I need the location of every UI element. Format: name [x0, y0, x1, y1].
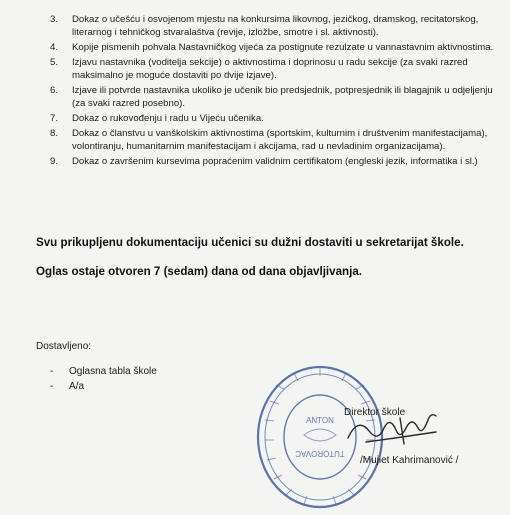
- director-signature: [340, 408, 450, 454]
- item-number: 3.: [50, 14, 59, 25]
- open-period-notice: Oglas ostaje otvoren 7 (sedam) dana od dana objavljivanja.: [36, 265, 363, 278]
- list-item: [50, 13, 500, 39]
- list-item: [50, 56, 500, 82]
- list-item: [50, 127, 500, 153]
- item-text: Kopije pismenih pohvala Nastavničkog vijeća za postignute rezulzate u vannastavnim aktivnostima.: [72, 42, 494, 53]
- item-number: 4.: [50, 42, 59, 53]
- delivered-label: Dostavljeno:: [36, 341, 92, 352]
- item-number: 9.: [50, 155, 59, 167]
- item-text: Izjavu nastavnika (voditelja sekcije) o aktivnostima i doprinosu u radu sekcije (za svaki razred maksimalno je moguće dostaviti po dvije izjave).: [72, 56, 468, 81]
- list-item: [50, 155, 500, 168]
- item-text: Dokaz o završenim kursevima popraćenim validnim certifikatom (engleski jezik, informatika i sl.): [72, 155, 478, 167]
- delivered-list: [50, 364, 157, 394]
- item-number: 5.: [50, 56, 59, 68]
- list-item: [50, 364, 157, 379]
- item-number: 8.: [50, 127, 59, 139]
- director-label: Direktor škole: [344, 407, 406, 418]
- list-dash: -: [50, 381, 54, 392]
- svg-text:ANTON: ANTON: [306, 416, 334, 425]
- item-text: Dokaz o članstvu u vanškolskim aktivnostima (sportskim, kulturnim i društvenim manifestacijama), volontiranju, humanitarnim manifestacijam i akcijama, rad u nevladinim organizacijama).: [72, 127, 488, 152]
- list-item: [50, 112, 500, 125]
- delivered-item-text: Oglasna tabla škole: [69, 366, 157, 377]
- item-number: 6.: [50, 84, 59, 96]
- item-text: Dokaz o rukovođenju i radu u Vijeću učenika.: [72, 112, 264, 124]
- requirements-list: [50, 13, 500, 169]
- svg-text:TUTOROVAC: TUTOROVAC: [295, 449, 345, 458]
- list-item: [50, 84, 500, 110]
- item-text: Izjave ili potvrde nastavnika ukoliko je učenik bio predsjednik, potpresjednik ili blagajnik u odjeljenju (za svaki razred posebno).: [72, 84, 493, 109]
- list-dash: -: [50, 366, 54, 377]
- item-text: Dokaz o učešću i osvojenom mjestu na konkursima likovnog, jezičkog, dramskog, recitatorskog, literarnog i tehničkog stvaralaštva (revije, izložbe, smotre i sl. aktivnosti).: [72, 14, 479, 39]
- list-item: [50, 41, 500, 54]
- item-number: 7.: [50, 112, 59, 124]
- list-item: [50, 379, 157, 394]
- delivered-item-text: A/a: [69, 381, 85, 392]
- director-name: /Mujiet Kahrimanović /: [360, 455, 459, 466]
- submission-notice: Svu prikupljenu dokumentaciju učenici su dužni dostaviti u sekretarijat škole.: [36, 236, 464, 249]
